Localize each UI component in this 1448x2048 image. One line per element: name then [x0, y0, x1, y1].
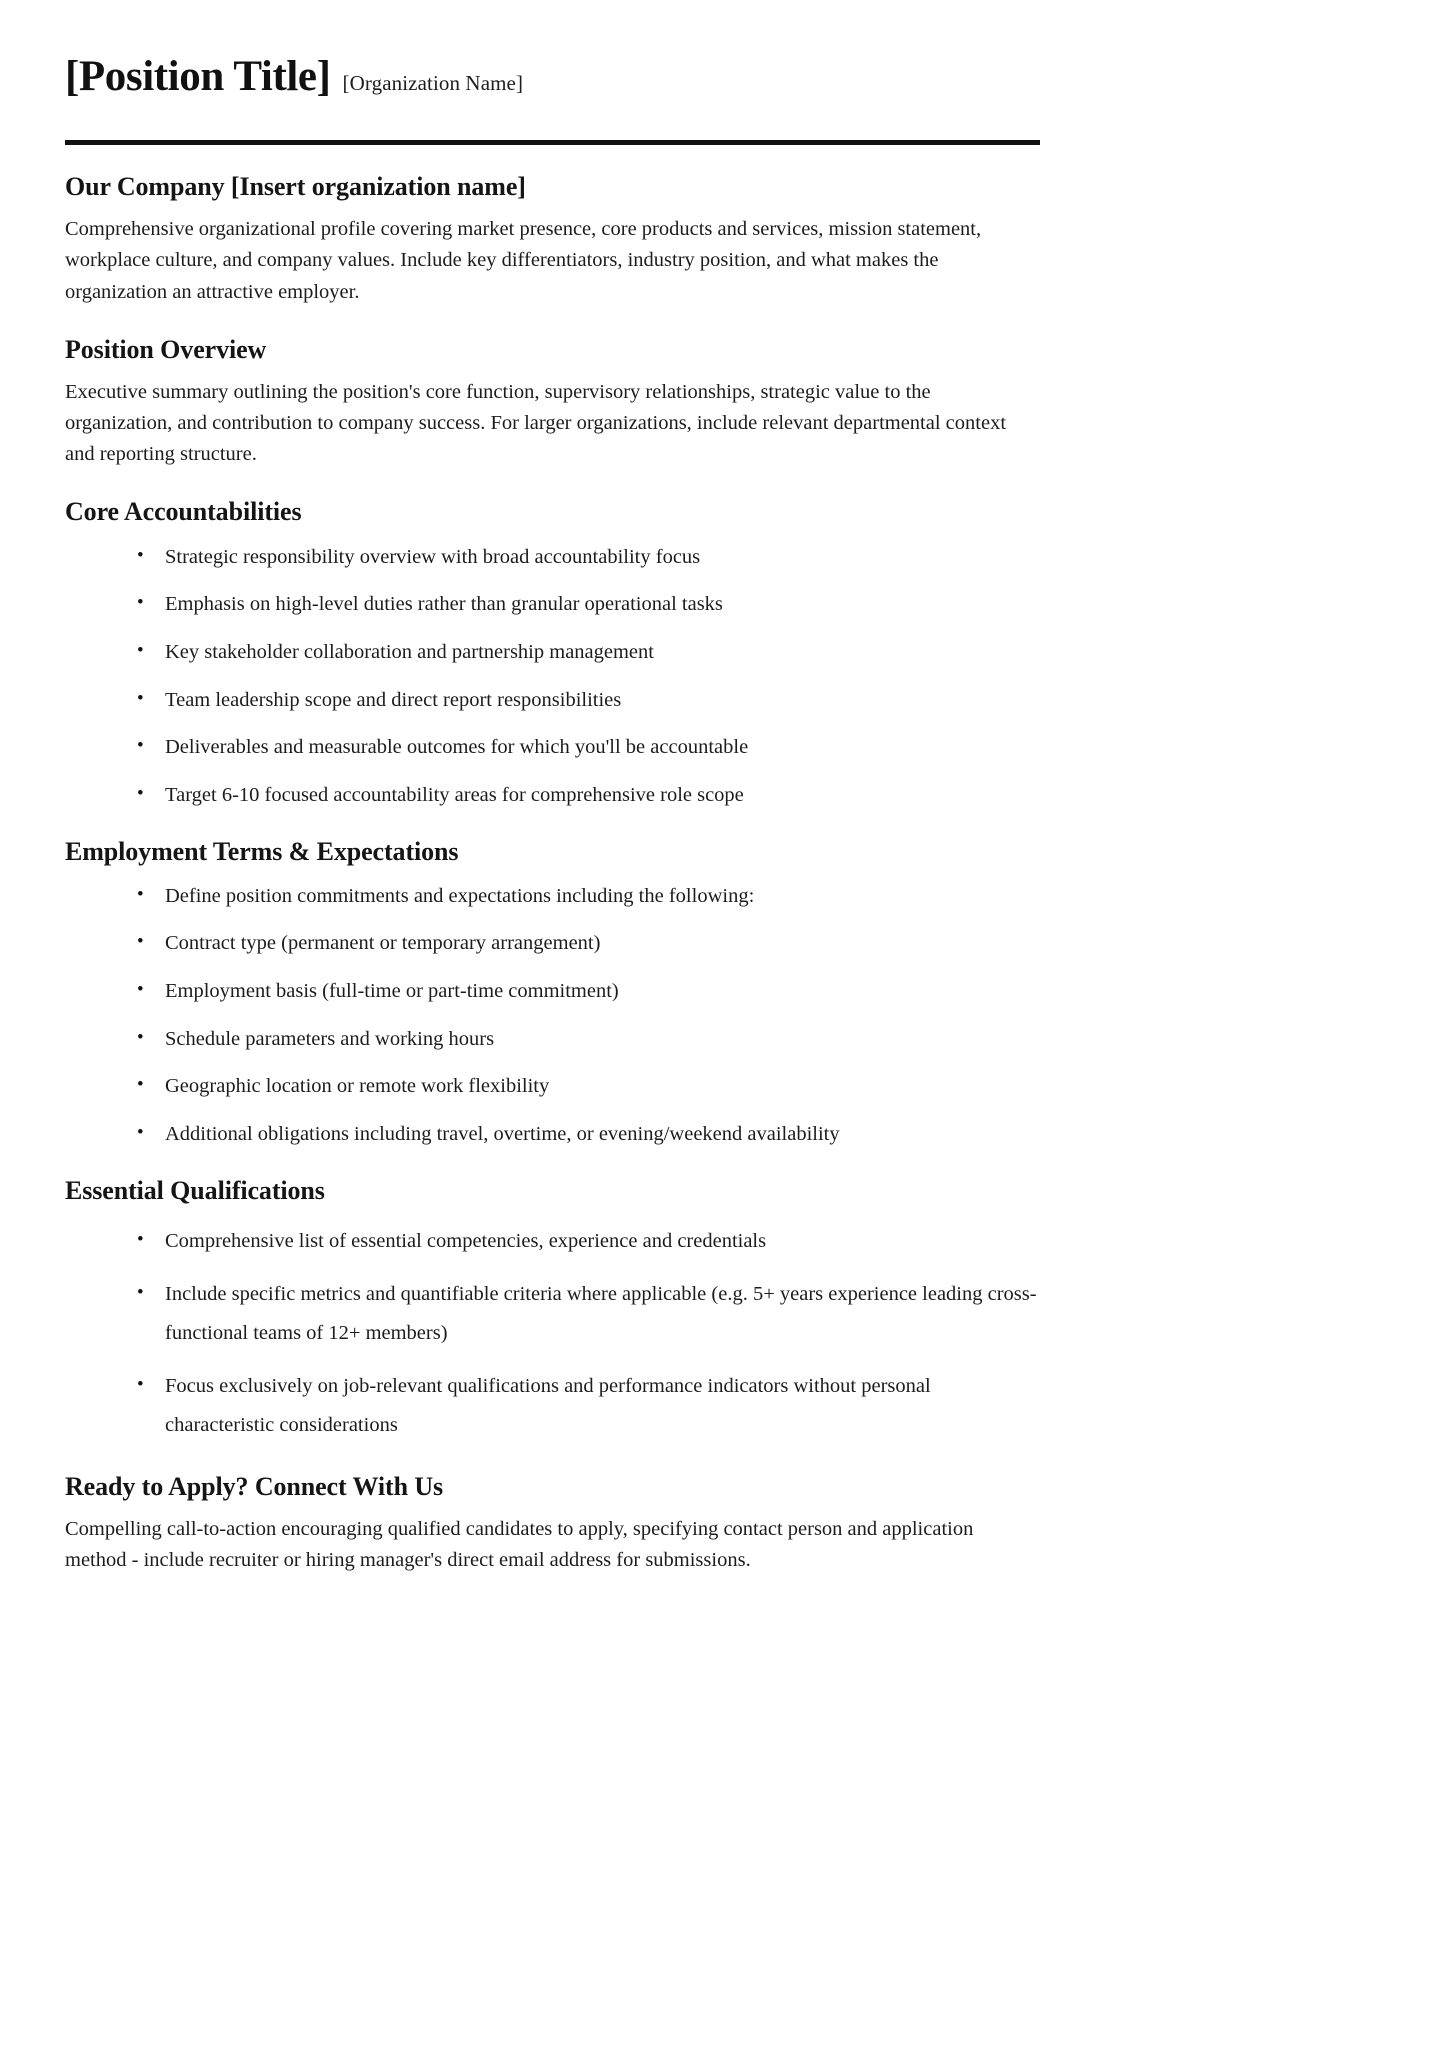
section-heading: Position Overview — [65, 334, 267, 364]
section-position-overview — [65, 334, 1040, 471]
list-item: • Geographic location or remote work flexibility — [65, 1073, 1040, 1101]
list-item: • Include specific metrics and quantifiable criteria where applicable (e.g. 5+ years experience leading cross-functional teams of 12+ members) — [65, 1275, 1040, 1353]
section-essential-qualifications — [65, 1175, 1040, 1445]
bullet-list — [65, 883, 1040, 1149]
list-item: • Focus exclusively on job-relevant qualifications and performance indicators without personal characteristic considerations — [65, 1367, 1040, 1445]
section-heading: Core Accountabilities — [65, 497, 302, 527]
document-header — [65, 55, 1040, 104]
list-item: • Contract type (permanent or temporary arrangement) — [65, 930, 1040, 958]
list-item: • Define position commitments and expectations including the following: — [65, 883, 1040, 911]
organization-name: [Organization Name] — [342, 71, 524, 95]
list-item: • Key stakeholder collaboration and partnership management — [65, 639, 1040, 667]
list-item: • Strategic responsibility overview with broad accountability focus — [65, 544, 1040, 572]
list-item: • Additional obligations including travel, overtime, or evening/weekend availability — [65, 1121, 1040, 1149]
section-our-company — [65, 171, 1040, 308]
list-item: • Team leadership scope and direct report responsibilities — [65, 687, 1040, 715]
section-paragraph: Executive summary outlining the position's core function, supervisory relationships, strategic value to the organization, and contribution to company success. For larger organizations, include relevant departmental context and reporting structure. — [65, 380, 1007, 466]
list-item: • Emphasis on high-level duties rather than granular operational tasks — [65, 591, 1040, 619]
section-paragraph: Compelling call-to-action encouraging qualified candidates to apply, specifying contact person and application method - include recruiter or hiring manager's direct email address for submissions. — [65, 1517, 974, 1571]
section-heading: Essential Qualifications — [65, 1175, 325, 1205]
list-item: • Target 6-10 focused accountability areas for comprehensive role scope — [65, 782, 1040, 810]
section-heading: Ready to Apply? Connect With Us — [65, 1471, 444, 1501]
header-divider — [65, 140, 1040, 145]
section-employment-terms — [65, 836, 1040, 1149]
section-core-accountabilities — [65, 496, 1040, 809]
page-title: [Position Title] — [65, 53, 331, 100]
document-content — [65, 55, 1040, 1576]
section-ready-to-apply — [65, 1471, 1040, 1577]
list-item: • Schedule parameters and working hours — [65, 1026, 1040, 1054]
list-item: • Comprehensive list of essential competencies, experience and credentials — [65, 1222, 1040, 1261]
section-paragraph: Comprehensive organizational profile covering market presence, core products and services, mission statement, workplace culture, and company values. Include key differentiators, industry position, and what makes the organization an attractive employer. — [65, 218, 982, 303]
list-item: • Employment basis (full-time or part-time commitment) — [65, 978, 1040, 1006]
section-heading: Employment Terms & Expectations — [65, 836, 459, 866]
list-item: • Deliverables and measurable outcomes for which you'll be accountable — [65, 734, 1040, 762]
bullet-list — [65, 1222, 1040, 1445]
bullet-list — [65, 544, 1040, 810]
section-heading: Our Company [Insert organization name] — [65, 172, 526, 201]
